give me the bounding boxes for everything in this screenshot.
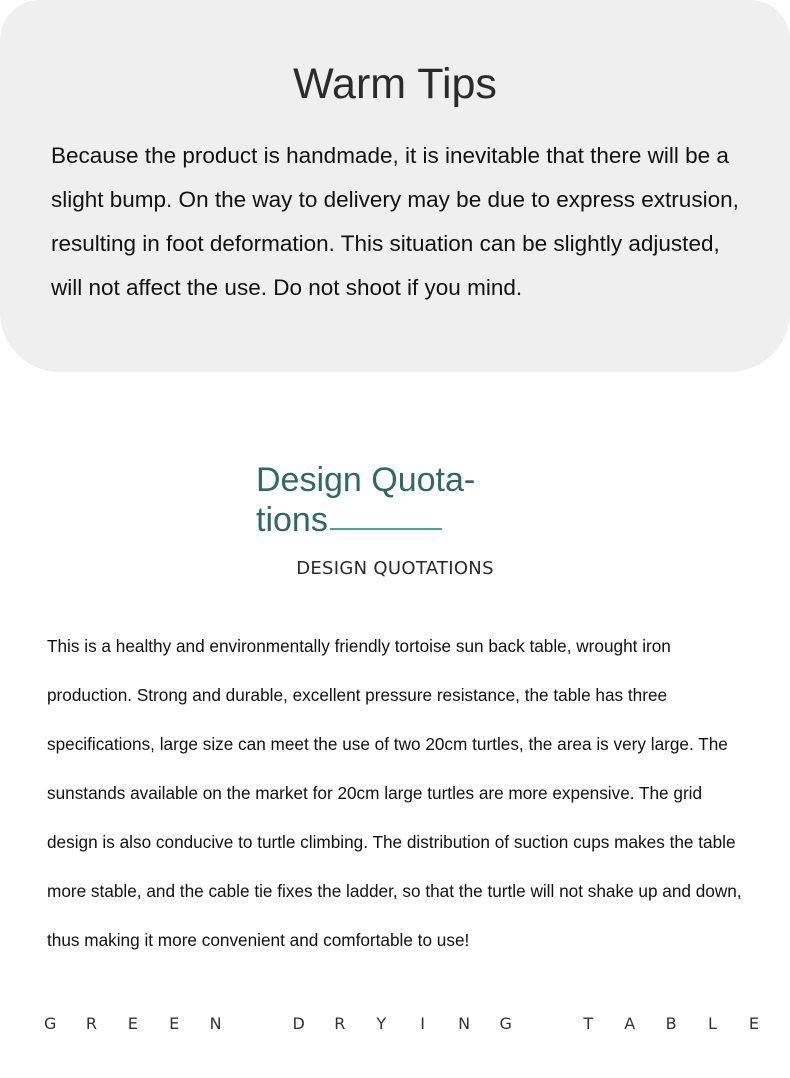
footer-tagline-letter: T	[583, 1014, 594, 1033]
footer-tagline-letter: G	[44, 1014, 57, 1033]
footer-tagline-space	[251, 1014, 263, 1033]
design-description-text: This is a healthy and environmentally friendly tortoise sun back table, wrought iron production. Strong and durable, excellent pressure resistance, the table has three specifications, large size can meet the use of two 20cm turtles, the area is very large. The sunstands available on the market for 20cm large turtles are more expensive. The grid design is also conducive to turtle climbing. The distribution of suction cups makes the table more stable, and the cable tie fixes the ladder, so that the turtle will not shake up and down, thus making it more convenient and comfortable to use!	[47, 636, 742, 950]
design-quotations-heading	[256, 460, 496, 540]
design-heading-line2: tions	[256, 501, 328, 539]
footer-tagline-letter: N	[458, 1014, 471, 1033]
footer-tagline-letter: E	[748, 1014, 759, 1033]
footer-tagline-letter: A	[624, 1014, 636, 1033]
heading-underline-decoration	[330, 528, 442, 530]
design-heading-line1: Design Quota-	[256, 461, 476, 499]
warm-tips-title: Warm Tips	[293, 60, 497, 108]
footer-tagline-letter: E	[169, 1014, 180, 1033]
footer-tagline-letter: N	[209, 1014, 222, 1033]
footer-tagline-letter: D	[292, 1014, 305, 1033]
footer-tagline-letter: L	[708, 1014, 717, 1033]
warm-tips-card	[0, 0, 790, 372]
footer-tagline-letter: R	[85, 1014, 97, 1033]
footer-tagline-letter: I	[420, 1014, 426, 1033]
design-quotations-subheading: DESIGN QUOTATIONS	[296, 558, 494, 579]
warm-tips-text: Because the product is handmade, it is inevitable that there will be a slight bump. On the way to delivery may be due to express extrusion, resulting in foot deformation. This situation can be slightly adjusted, will not affect the use. Do not shoot if you mind.	[51, 143, 739, 300]
footer-tagline-letter: R	[334, 1014, 346, 1033]
footer-tagline-letter: G	[499, 1014, 512, 1033]
footer-tagline-letter: B	[665, 1014, 677, 1033]
footer-tagline-space	[541, 1014, 553, 1033]
footer-tagline-letter: E	[127, 1014, 138, 1033]
footer-tagline	[44, 1014, 760, 1033]
footer-tagline-letter: Y	[376, 1014, 387, 1033]
